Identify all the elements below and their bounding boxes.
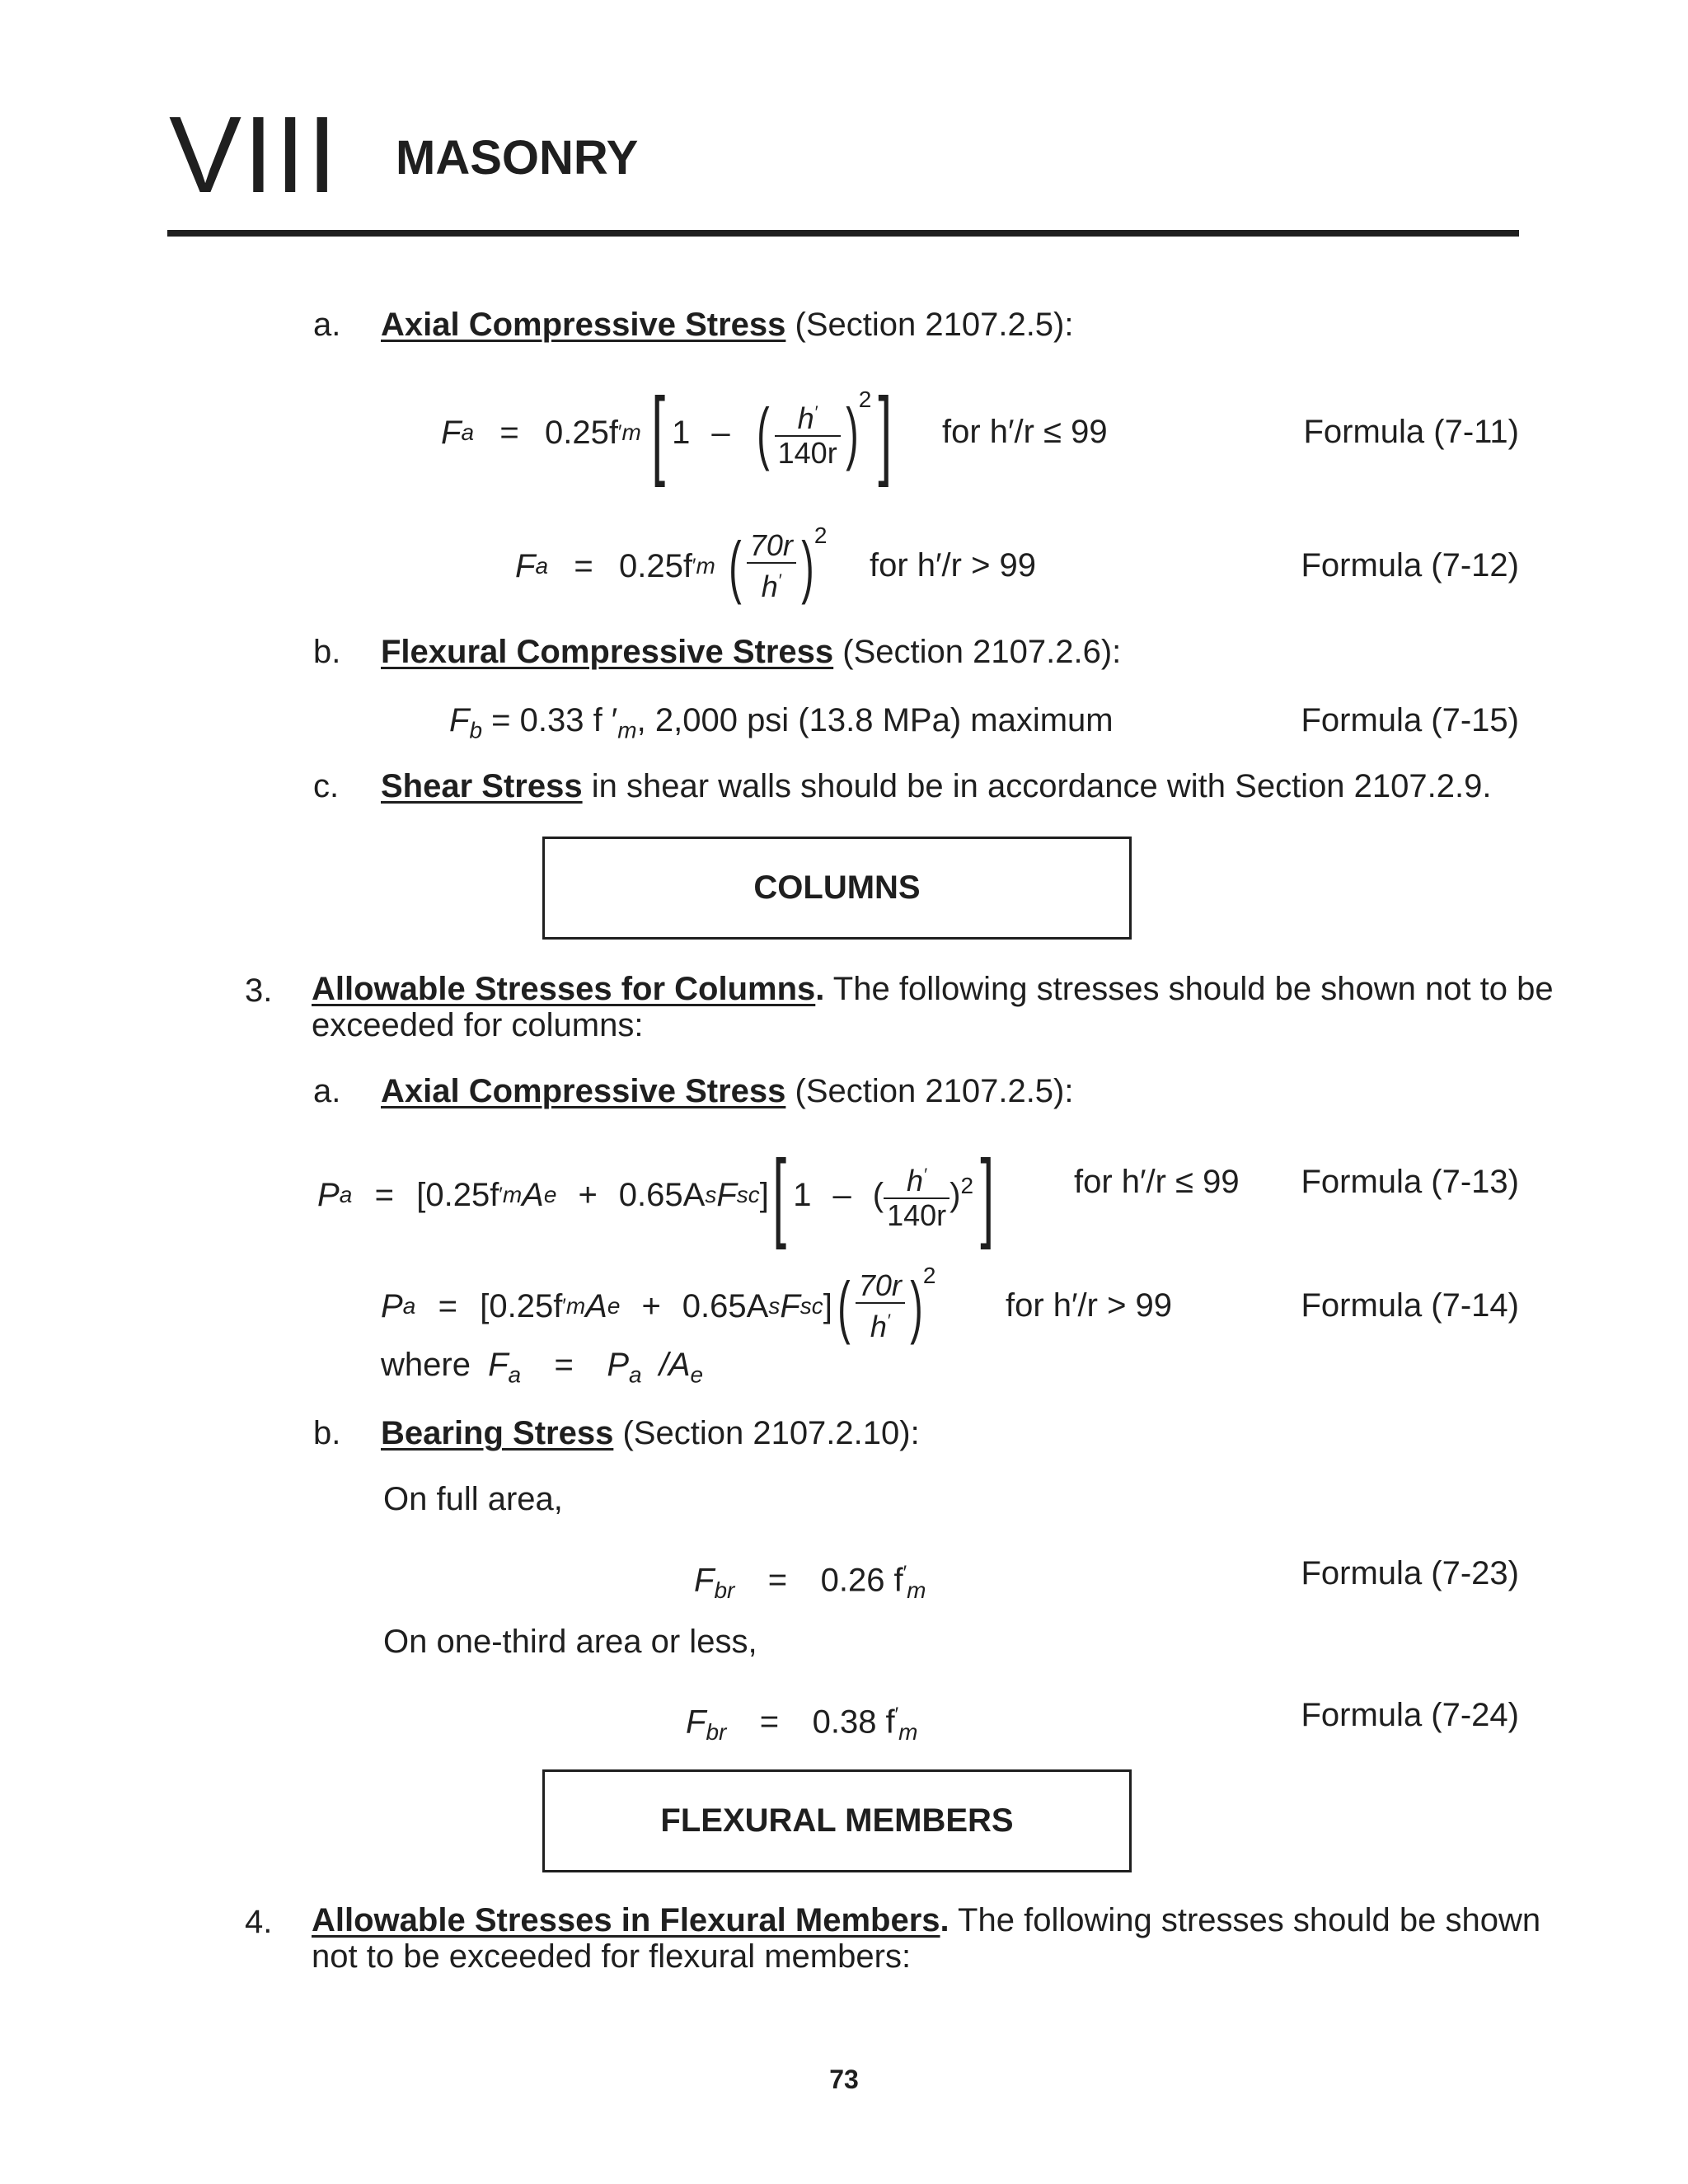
item3-b-ref: (Section 2107.2.10): <box>622 1415 920 1451</box>
f711-one: 1 <box>672 415 691 451</box>
f711-minus: – <box>711 415 730 451</box>
f713-fsc: F <box>716 1177 737 1213</box>
walls-c-rest: in shear walls should be in accordance with Section 2107.2.9. <box>582 768 1492 804</box>
walls-c-marker: c. <box>313 768 340 804</box>
f712-denominator: h′ <box>761 569 781 603</box>
f714-label: Formula (7-14) <box>1301 1287 1519 1324</box>
f711-prime: ′ <box>617 421 622 443</box>
f713-one: 1 <box>793 1177 812 1213</box>
f712-numerator: 70r <box>747 529 796 564</box>
f711-denominator: 140r <box>777 435 837 470</box>
item4-number: 4. <box>245 1904 273 1940</box>
walls-b-marker: b. <box>313 634 341 670</box>
f715-lhs: F <box>449 702 470 738</box>
f711-left-bracket: [ <box>651 377 665 488</box>
f713-lhs: P <box>317 1177 340 1213</box>
f712-coef-sub: m <box>696 553 715 579</box>
header-rule <box>167 230 1519 237</box>
item4-paragraph: Allowable Stresses in Flexural Members. The following stresses should be shown not to be exceeded for flexural members: <box>312 1902 1541 1975</box>
f723-label: Formula (7-23) <box>1301 1555 1519 1591</box>
f714-fraction: $\frac{70r}{h'}$ <box>856 1269 905 1343</box>
item3-title: Allowable Stresses for Columns <box>312 971 816 1007</box>
formula-7-12 <box>515 513 827 620</box>
item3-b-marker: b. <box>313 1415 341 1451</box>
f713-ae: A <box>522 1177 544 1213</box>
f711-coef-sub: m <box>621 419 641 445</box>
f712-right-paren: ) <box>801 527 814 605</box>
item4-title: Allowable Stresses in Flexural Members <box>312 1902 940 1938</box>
f713-plus: + <box>578 1177 598 1213</box>
f713-exponent: 2 <box>960 1173 974 1198</box>
page-number: 73 <box>829 2064 859 2094</box>
flexural-members-section-title: FLEXURAL MEMBERS <box>660 1802 1014 1839</box>
f712-condition: for h′/r > 99 <box>870 547 1037 583</box>
f713-term2: 0.65A <box>618 1177 706 1213</box>
f714-left-paren: ( <box>837 1268 851 1345</box>
f715-rhs: = 0.33 f ′ <box>482 702 618 738</box>
walls-b-heading <box>381 632 1121 672</box>
walls-b-title: Flexural Compressive Stress <box>381 634 834 670</box>
f715-lhs-sub: b <box>469 717 483 743</box>
f711-numerator: h′ <box>775 396 841 437</box>
f712-left-paren: ( <box>729 527 742 605</box>
f713-label: Formula (7-13) <box>1301 1164 1519 1200</box>
f714-condition: for h′/r > 99 <box>1006 1287 1173 1324</box>
item3-b-heading <box>381 1413 920 1453</box>
f713-left-bracket: [ <box>772 1140 786 1250</box>
f714-exponent: 2 <box>922 1263 936 1288</box>
f713-lhs-sub: a <box>339 1182 353 1207</box>
chapter-title: MASONRY <box>396 131 639 185</box>
item4-text-line2: not to be exceeded for flexural members: <box>312 1938 912 1975</box>
f715-rest: , 2,000 psi (13.8 MPa) maximum <box>636 702 1114 738</box>
f715-rhs-sub: m <box>617 717 637 743</box>
walls-c-text <box>381 766 1491 806</box>
f713-minus: – <box>832 1177 851 1213</box>
f711-lhs-sub: a <box>461 419 475 445</box>
third-area-text: On one-third area or less, <box>383 1624 757 1660</box>
f712-lhs-sub: a <box>535 553 549 579</box>
f712-label: Formula (7-12) <box>1301 547 1519 583</box>
item3-number: 3. <box>245 972 273 1009</box>
item3-a-title: Axial Compressive Stress <box>381 1073 786 1109</box>
full-area-text: On full area, <box>383 1481 563 1517</box>
f712-prime: ′ <box>692 555 696 577</box>
f711-condition: for h′/r ≤ 99 <box>942 414 1108 450</box>
walls-a-marker: a. <box>313 307 341 343</box>
f714-right-paren: ) <box>910 1268 923 1345</box>
columns-section-title: COLUMNS <box>753 869 921 906</box>
f712-lhs: F <box>515 548 536 584</box>
walls-c-title: Shear Stress <box>381 768 583 804</box>
f714-term2: 0.65A <box>682 1288 769 1324</box>
walls-a-heading <box>381 305 1074 344</box>
formula-7-24: $F_{br} = 0.38$ $f'_m$ <box>686 1704 918 1745</box>
f711-fraction <box>775 396 841 470</box>
f713-condition: for h′/r ≤ 99 <box>1074 1164 1240 1200</box>
formula-7-23: $F_{br} = 0.26$ $f'_m$ <box>694 1562 926 1603</box>
f714-equals: = <box>438 1288 457 1324</box>
f713-term1: [0.25f <box>416 1177 499 1213</box>
f712-exponent: 2 <box>814 523 828 548</box>
f711-coef: 0.25f <box>545 415 618 451</box>
item3-b-title: Bearing Stress <box>381 1415 614 1451</box>
where-definition: where $F_a = P_a$ $/A_e$ <box>381 1347 704 1388</box>
item3-a-heading <box>381 1071 1074 1111</box>
formula-7-13: P a = [0.25f ′ m A e + 0.65A s F sc ] [ 1 – ( $\frac{h'}{140r}$ ) 2 ] <box>317 1140 995 1250</box>
f714-plus: + <box>641 1288 661 1324</box>
chapter-roman-numeral: VIII <box>169 94 340 215</box>
f711-right-bracket: ] <box>878 377 893 488</box>
f712-coef: 0.25f <box>619 548 692 584</box>
f714-lhs: P <box>381 1288 403 1324</box>
formula-7-11 <box>441 375 899 490</box>
f711-left-paren: ( <box>756 394 770 471</box>
item3-a-marker: a. <box>313 1073 341 1109</box>
item3-period: . <box>815 971 825 1007</box>
f711-equals: = <box>499 415 519 451</box>
walls-a-title: Axial Compressive Stress <box>381 307 786 343</box>
f724-label: Formula (7-24) <box>1301 1697 1519 1733</box>
walls-a-ref: (Section 2107.2.5): <box>795 307 1074 343</box>
item3-text-line2: exceeded for columns: <box>312 1007 644 1043</box>
f711-right-paren: ) <box>845 394 859 471</box>
f714-term1: [0.25f <box>480 1288 563 1324</box>
item3-a-ref: (Section 2107.2.5): <box>795 1073 1074 1109</box>
f713-right-bracket: ] <box>980 1140 995 1250</box>
walls-b-ref: (Section 2107.2.6): <box>842 634 1122 670</box>
columns-section-box <box>542 837 1132 940</box>
item3-text-line1: The following stresses should be shown not to be <box>824 971 1554 1007</box>
f711-label: Formula (7-11) <box>1303 414 1519 450</box>
f712-equals: = <box>574 548 593 584</box>
f715-label: Formula (7-15) <box>1301 702 1519 738</box>
f712-fraction <box>747 529 796 603</box>
item4-text-line1: The following stresses should be shown <box>949 1902 1541 1938</box>
f713-fraction: $\frac{h'}{140r}$ <box>884 1158 950 1232</box>
item3-paragraph <box>312 971 1554 1043</box>
flexural-members-section-box <box>542 1769 1132 1872</box>
formula-7-15 <box>449 701 1114 750</box>
f713-equals: = <box>374 1177 394 1213</box>
f711-lhs: F <box>441 415 462 451</box>
f711-exponent: 2 <box>858 387 872 412</box>
formula-7-14: P a = [0.25f ′ m A e + 0.65A s F sc ] ( $\frac{70r}{h'}$ ) 2 <box>381 1253 935 1360</box>
